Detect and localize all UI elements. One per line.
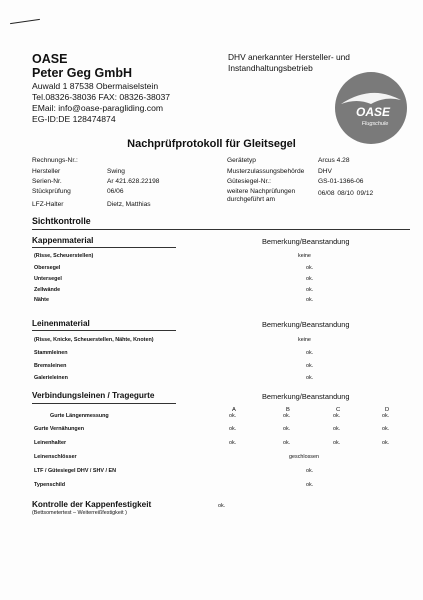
divider	[32, 229, 410, 230]
info-value: 06/08 08/10 09/12	[318, 190, 374, 197]
info-value: Swing	[107, 168, 125, 175]
bemerkung-header: Bemerkung/Beanstandung	[262, 237, 350, 246]
info-label: weitere Nachprüfungen	[227, 188, 296, 195]
address-line: Auwald 1 87538 Obermaiselstein	[32, 81, 159, 91]
row-value: ok.	[306, 375, 314, 381]
row-value: ok.	[218, 503, 226, 509]
dhv-line: DHV anerkannter Hersteller- und	[228, 52, 350, 62]
address-line: Tel.08326-38036 FAX: 08326-38037	[32, 92, 171, 102]
info-value: GS-01-1366-06	[318, 178, 364, 185]
row-value: ok.	[229, 426, 237, 432]
section-title-verbindung: Verbindungsleinen / Tragegurte	[32, 391, 155, 400]
row-label: (Risse, Scheuerstellen)	[34, 253, 94, 259]
section-title-sichtkontrolle: Sichtkontrolle	[32, 216, 91, 226]
row-value: ok.	[306, 363, 314, 369]
row-value: ok.	[283, 440, 291, 446]
info-label: Rechnungs-Nr.:	[32, 157, 78, 164]
oase-logo	[333, 70, 409, 146]
row-value: ok.	[306, 265, 314, 271]
logo-text: OASE	[355, 105, 391, 119]
info-label: Gütesiegel-Nr.:	[227, 178, 271, 185]
address-line: EG-ID:DE 128474874	[32, 114, 116, 124]
row-value: ok.	[283, 413, 291, 419]
logo-subtext: Flugschule	[361, 121, 389, 127]
row-label: Zellwände	[34, 287, 61, 293]
row-value: ok.	[229, 413, 237, 419]
row-label: Gurte Vernähungen	[34, 426, 85, 432]
column-header-a: A	[232, 407, 236, 413]
divider	[32, 403, 176, 404]
divider	[32, 330, 176, 331]
info-label: Musterzulassungsbehörde	[227, 168, 305, 175]
column-header-c: C	[336, 407, 341, 413]
row-value: ok.	[382, 413, 390, 419]
row-value: ok.	[382, 440, 390, 446]
row-label: Bremsleinen	[34, 363, 67, 369]
company-subname: Peter Geg GmbH	[32, 66, 133, 80]
row-label: (Bettsometertest – Weiterreißfestigkeit )	[32, 510, 127, 516]
row-value: ok.	[306, 468, 314, 474]
page-title: Nachprüfprotokoll für Gleitsegel	[127, 138, 296, 150]
row-label: Obersegel	[34, 265, 61, 271]
column-header-d: D	[385, 407, 390, 413]
row-value: ok.	[229, 440, 237, 446]
divider	[32, 247, 176, 248]
section-title-kappe: Kappenmaterial	[32, 236, 94, 245]
row-value: ok.	[382, 426, 390, 432]
info-label: Hersteller	[32, 168, 61, 175]
row-label: Leinenschlösser	[34, 454, 77, 460]
info-label: Stückprüfung	[32, 188, 71, 195]
info-value: Ar 421.628.22198	[107, 178, 160, 185]
bemerkung-header: Bemerkung/Beanstandung	[262, 320, 350, 329]
info-value: DHV	[318, 168, 332, 175]
info-value: Dietz, Matthias	[107, 201, 151, 208]
row-value: ok.	[333, 440, 341, 446]
column-header-b: B	[286, 407, 290, 413]
row-label: LTF / Gütesiegel DHV / SHV / EN	[34, 468, 116, 474]
row-label: Stammleinen	[34, 350, 68, 356]
dhv-line: Instandhaltungsbetrieb	[228, 63, 313, 73]
address-line: EMail: info@oase-paragliding.com	[32, 103, 164, 113]
row-value: ok.	[306, 297, 314, 303]
row-value: ok.	[283, 426, 291, 432]
row-value: ok.	[306, 350, 314, 356]
info-label: durchgeführt am	[227, 196, 276, 203]
row-value: ok.	[333, 426, 341, 432]
info-label: LFZ-Halter	[32, 201, 64, 208]
info-value: 06/06	[107, 188, 124, 195]
pen-mark	[10, 19, 40, 24]
row-label: Typenschild	[34, 482, 66, 488]
row-label: Galerieleinen	[34, 375, 68, 381]
row-label: Nähte	[34, 297, 49, 303]
info-value: Arcus 4.28	[318, 157, 350, 164]
row-value: keine	[298, 253, 311, 259]
row-value: geschlossen	[289, 454, 319, 460]
section-title-leinen: Leinenmaterial	[32, 319, 90, 328]
bemerkung-header: Bemerkung/Beanstandung	[262, 392, 350, 401]
row-value: ok.	[306, 276, 314, 282]
row-value: ok.	[306, 287, 314, 293]
row-label: Untersegel	[34, 276, 62, 282]
info-label: Serien-Nr.	[32, 178, 62, 185]
row-label: Leinenhalter	[34, 440, 67, 446]
company-name: OASE	[32, 52, 68, 66]
row-label: Gurte Längenmessung	[50, 413, 109, 419]
row-label: (Risse, Knicke, Scheuerstellen, Nähte, Knoten)	[34, 337, 154, 343]
info-label: Gerätetyp	[227, 157, 256, 164]
row-value: keine	[298, 337, 311, 343]
row-value: ok.	[306, 482, 314, 488]
section-title-festigkeit: Kontrolle der Kappenfestigkeit	[32, 500, 152, 509]
row-value: ok.	[333, 413, 341, 419]
